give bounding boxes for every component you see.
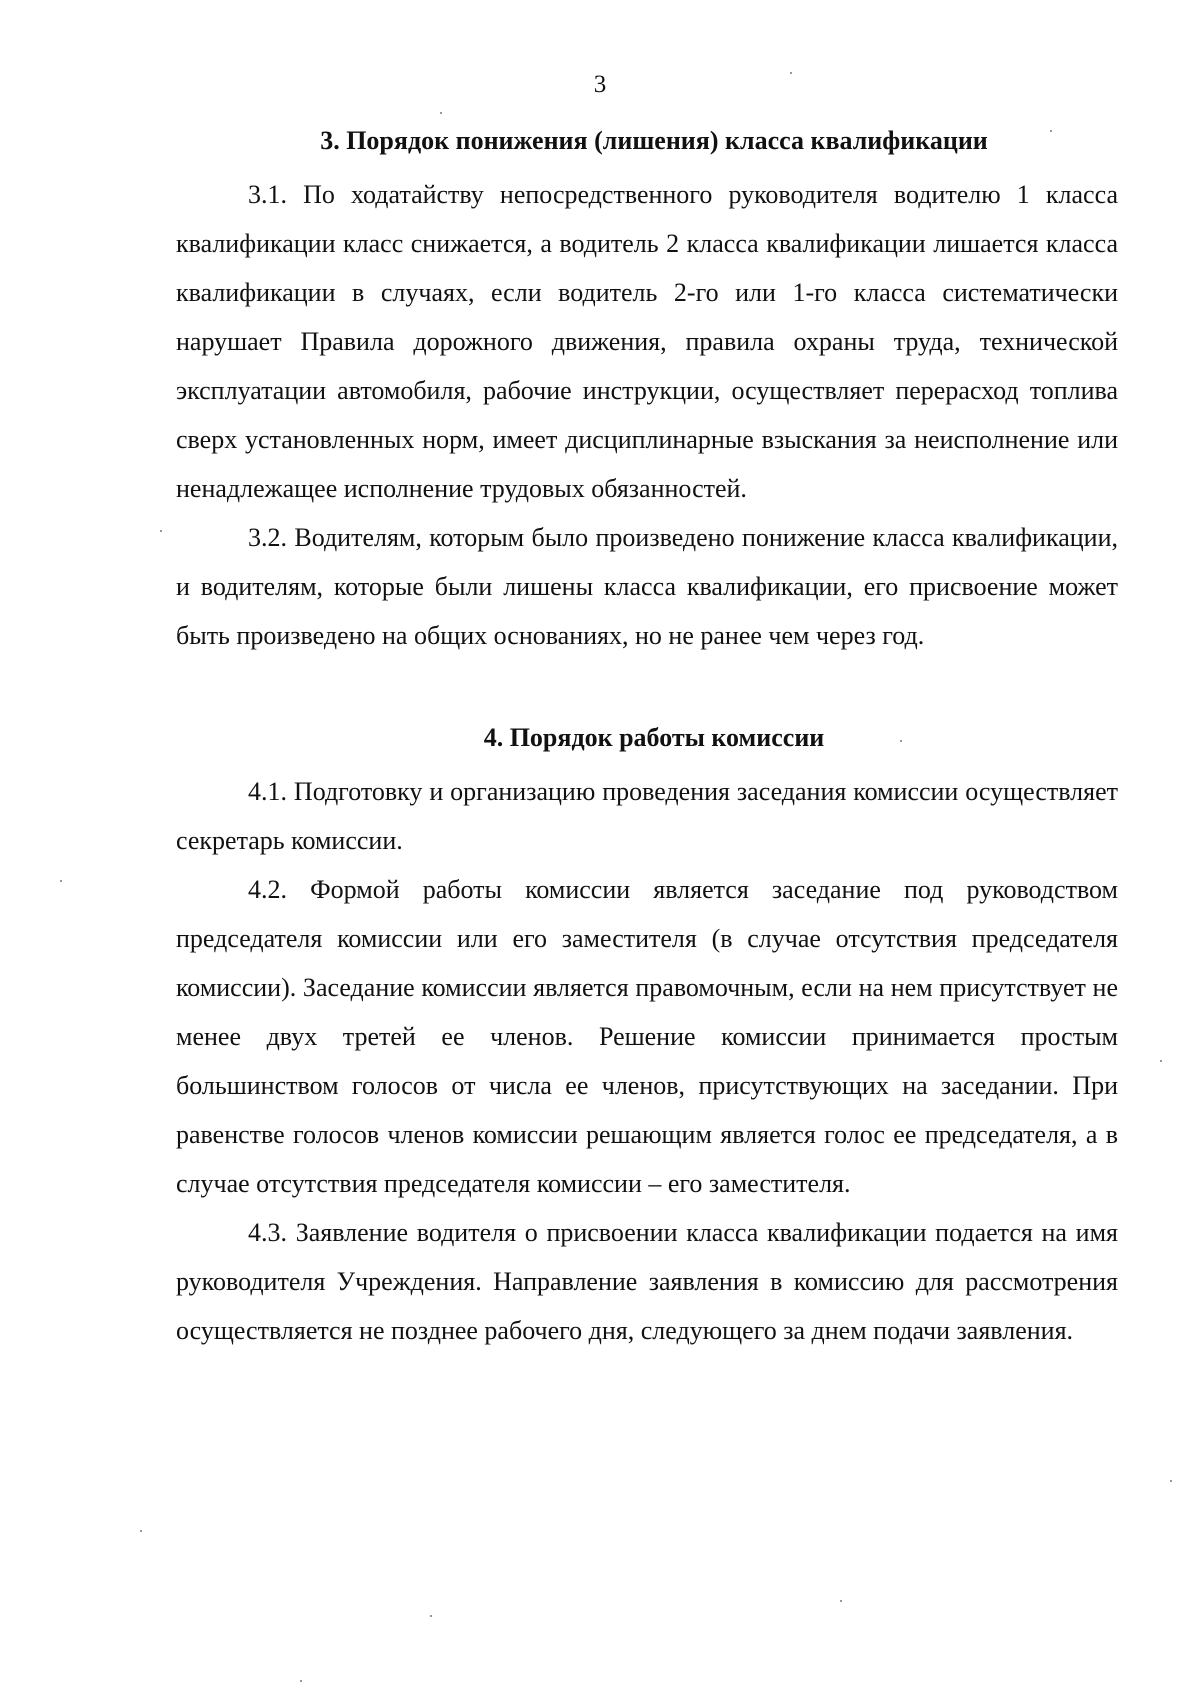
scan-speck xyxy=(300,1680,302,1682)
section-heading: 3. Порядок понижения (лишения) класса квалификации xyxy=(320,126,988,155)
paragraph-4-2: 4.2. Формой работы комиссии является заседание под руководством председателя комиссии или его заместителя (в случае отсутствия председателя комиссии). Заседание комиссии является правомочным, если на нем присутствует не менее двух третей ее членов. Решение комиссии принимается простым большинством голосов от числа ее членов, присутствующих на заседании. При равенстве голосов членов комиссии решающим является голос ее председателя, а в случае отсутствия председателя комиссии – его заместителя. xyxy=(176,875,1118,1198)
section-3 xyxy=(176,125,1118,660)
paragraph-3-1: 3.1. По ходатайству непосредственного руководителя водителю 1 класса квалификации класс снижается, а водитель 2 класса квалификации лишается класса квалификации в случаях, если водитель 2-го или 1-го класса систематически нарушает Правила дорожного движения, правила охраны труда, технической эксплуатации автомобиля, рабочие инструкции, осуществляет перерасход топлива сверх установленных норм, имеет дисциплинарные взыскания за неисполнение или ненадлежащее исполнение трудовых обязанностей. xyxy=(176,180,1118,503)
scan-speck xyxy=(1050,130,1052,132)
scan-speck xyxy=(440,112,442,114)
scan-speck xyxy=(1160,1060,1162,1062)
scan-speck xyxy=(430,1615,432,1617)
scan-speck xyxy=(900,740,902,742)
section-heading: 4. Порядок работы комиссии xyxy=(483,723,825,752)
scan-speck xyxy=(160,530,162,532)
paragraph-4-3: 4.3. Заявление водителя о присвоении класса квалификации подается на имя руководителя Учреждения. Направление заявления в комиссию для рассмотрения осуществляется не позднее рабочего дня, следующего за днем подачи заявления. xyxy=(176,1218,1118,1345)
scan-speck xyxy=(790,72,792,74)
document-body xyxy=(176,125,1118,1355)
scan-speck xyxy=(840,1600,842,1602)
paragraph-3-2: 3.2. Водителям, которым было произведено понижение класса квалификации, и водителям, которые были лишены класса квалификации, его присвоение может быть произведено на общих основаниях, но не ранее чем через год. xyxy=(176,523,1118,650)
paragraph-4-1: 4.1. Подготовку и организацию проведения заседания комиссии осуществляет секретарь комиссии. xyxy=(176,777,1118,855)
scan-speck xyxy=(140,1530,142,1532)
scan-speck xyxy=(60,880,62,882)
scan-speck xyxy=(1170,1480,1172,1482)
section-4 xyxy=(176,722,1118,1355)
page-number: 3 xyxy=(593,71,607,98)
